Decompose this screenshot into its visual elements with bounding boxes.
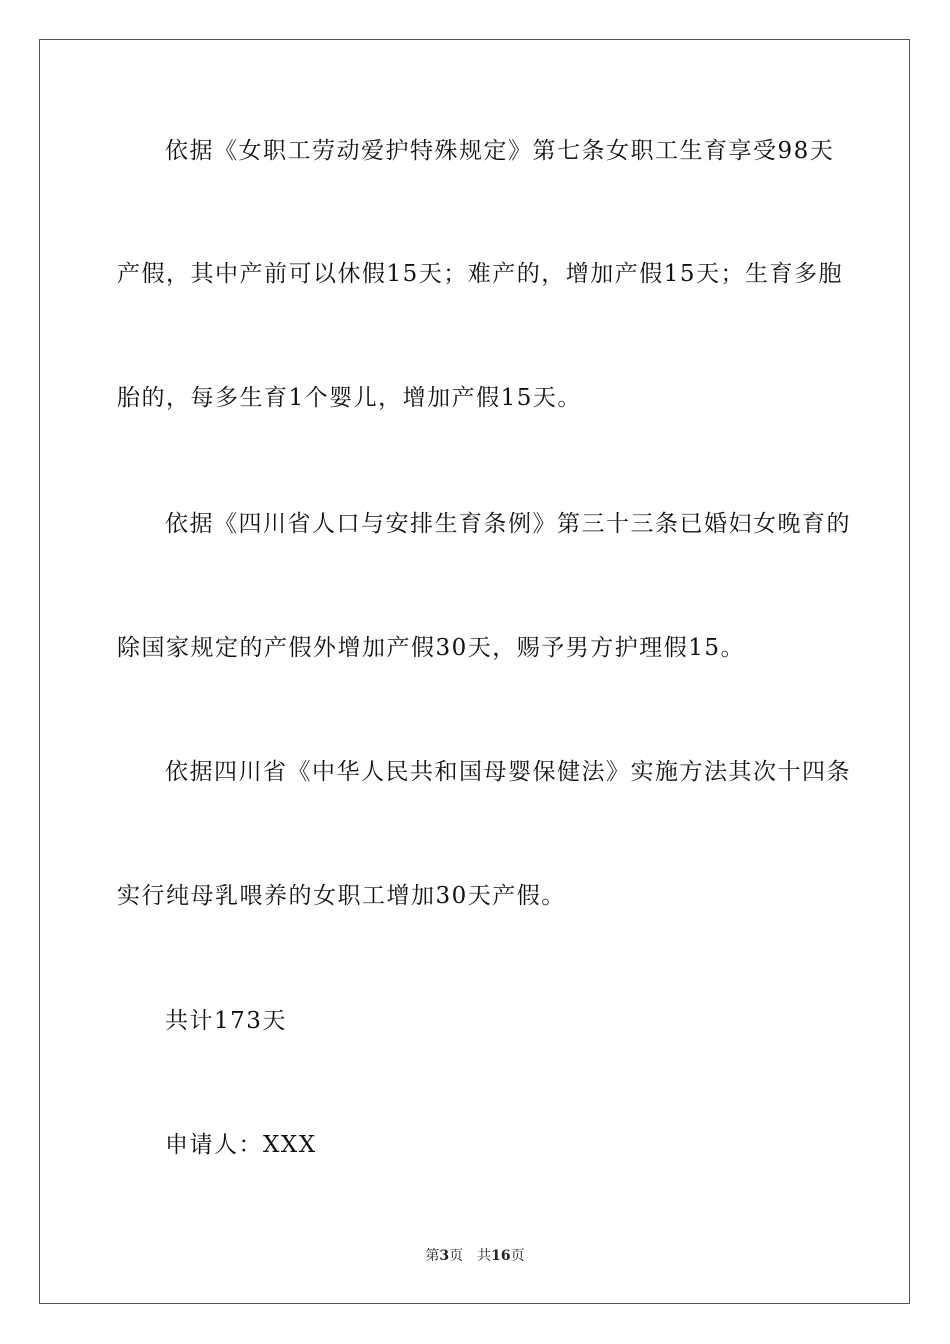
paragraph-3-line-2: 实行纯母乳喂养的女职工增加30天产假。 <box>117 883 566 909</box>
page-frame <box>39 39 910 1304</box>
paragraph-1-line-2: 产假，其中产前可以休假15天；难产的，增加产假15天；生育多胞 <box>117 261 844 287</box>
current-page-number: 3 <box>439 1248 450 1264</box>
total-suffix: 页 <box>510 1248 525 1264</box>
page-suffix: 页 <box>449 1248 464 1264</box>
total-pages-number: 16 <box>491 1248 511 1264</box>
applicant-line: 申请人：XXX <box>165 1132 317 1158</box>
total-prefix: 共 <box>477 1248 492 1264</box>
total-days-line: 共计173天 <box>165 1008 287 1034</box>
paragraph-2-line-1: 依据《四川省人口与安排生育条例》第三十三条已婚妇女晚育的 <box>165 511 851 537</box>
paragraph-2-line-2: 除国家规定的产假外增加产假30天，赐予男方护理假15。 <box>117 635 746 661</box>
page-footer <box>0 1246 950 1266</box>
page-prefix: 第 <box>425 1248 440 1264</box>
paragraph-1-line-3: 胎的，每多生育1个婴儿，增加产假15天。 <box>117 385 582 411</box>
paragraph-3-line-1: 依据四川省《中华人民共和国母婴保健法》实施方法其次十四条 <box>165 759 851 785</box>
paragraph-1-line-1: 依据《女职工劳动爱护特殊规定》第七条女职工生育享受98天 <box>165 138 835 164</box>
